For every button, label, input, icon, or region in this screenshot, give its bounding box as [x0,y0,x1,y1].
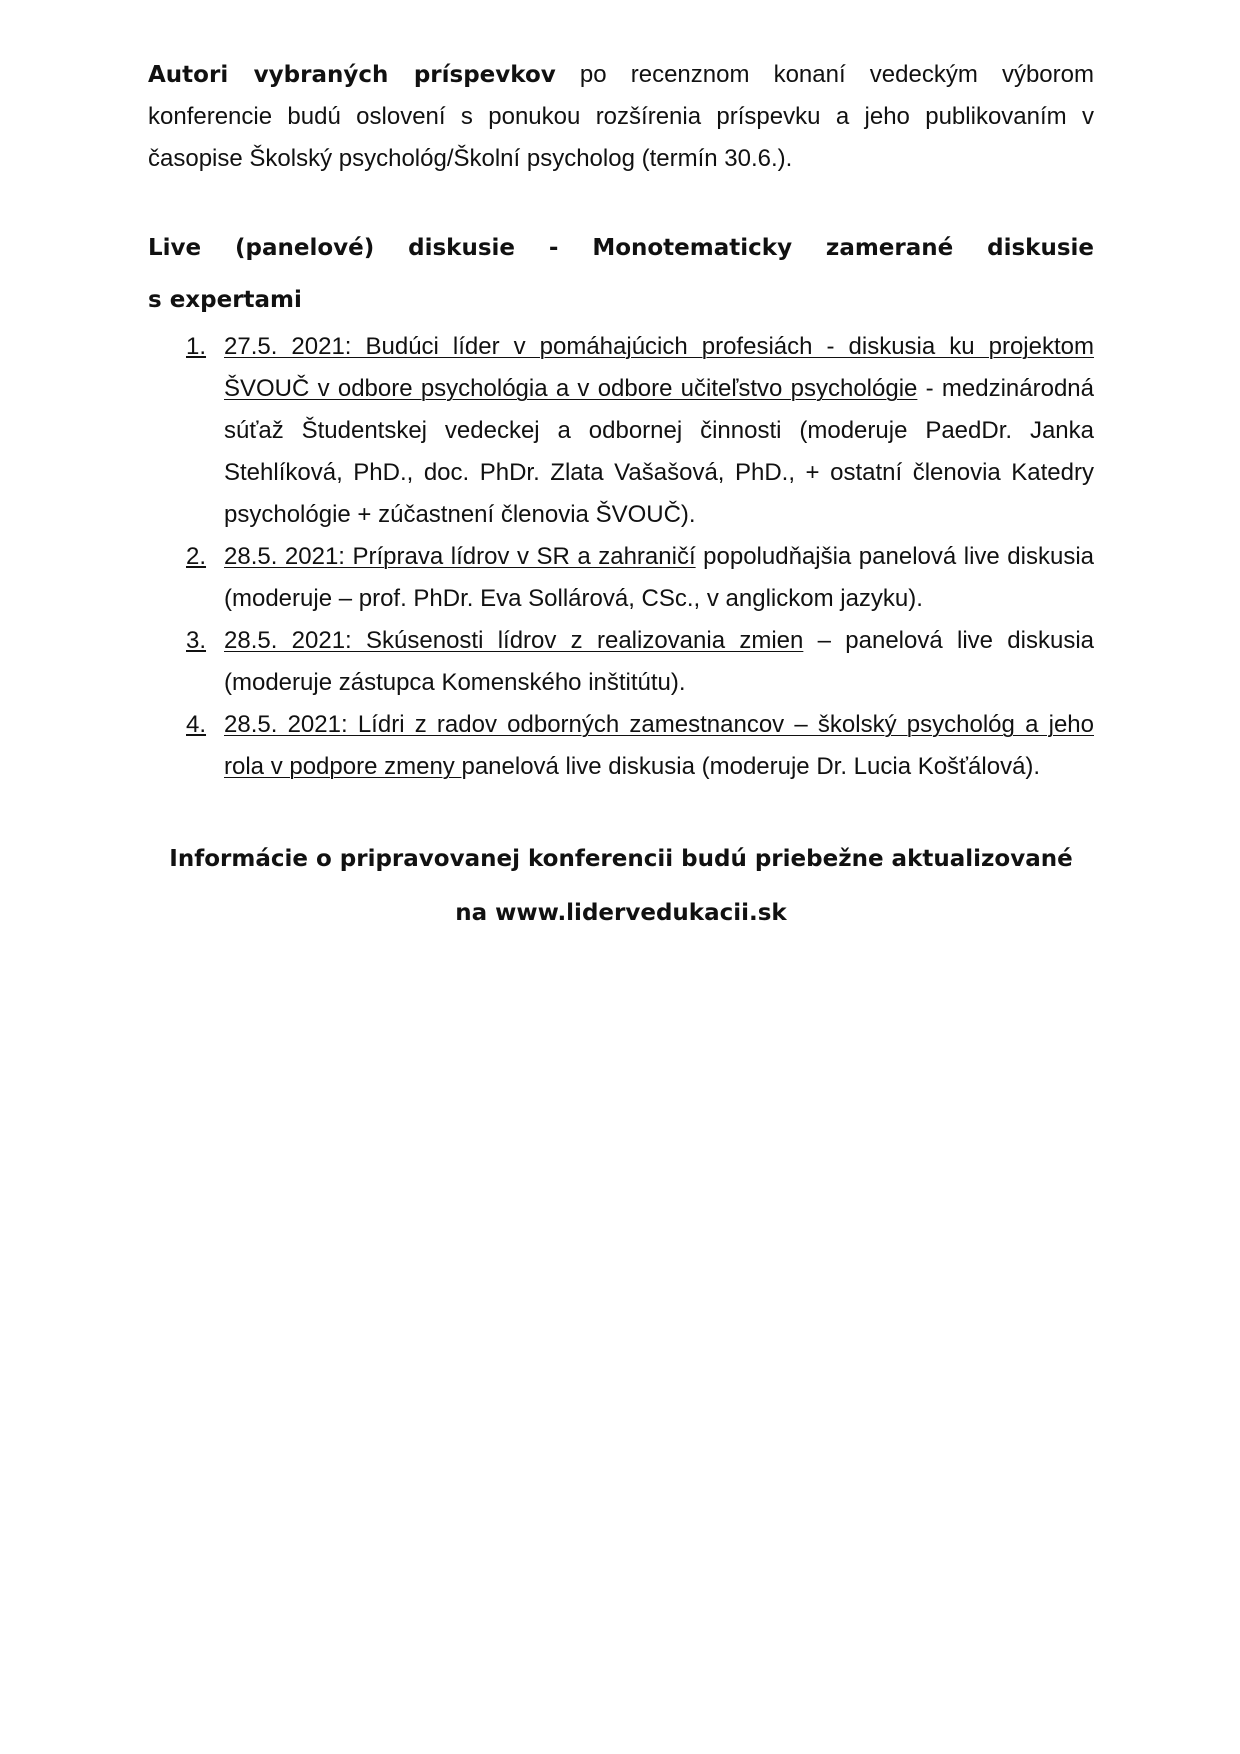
footer-notice [148,832,1094,940]
session-title: 28.5. 2021: Skúsenosti lídrov z realizovania zmien [224,627,804,654]
list-item-number: 2. [186,543,207,570]
section-heading-line1: Live (panelové) diskusie - Monotematicky zamerané diskusie [148,235,1094,261]
list-item [186,704,1094,788]
session-description: – panelová live diskusia (moderuje zástupca Komenského inštitútu). [224,627,1095,696]
footer-line1: Informácie o pripravovanej konferencii budú priebežne aktualizované [169,846,1073,872]
session-description: popoludňajšia panelová live diskusia (moderuje – prof. PhDr. Eva Sollárová, CSc., v anglickom jazyku). [224,543,1095,612]
document-page [148,54,1094,940]
footer-website-line: na www.lidervedukacii.sk [455,900,787,926]
intro-bold-lead: Autori vybraných príspevkov [148,62,556,88]
list-item-number: 4. [186,711,207,738]
session-title: 28.5. 2021: Lídri z radov odborných zamestnancov – školský psychológ a jeho rola v podpore zmeny [224,711,1094,780]
session-description: panelová live diskusia (moderuje Dr. Lucia Košťálová). [461,753,1041,780]
session-description: - medzinárodná súťaž Študentskej vedeckej a odbornej činnosti (moderuje PaedDr. Janka Stehlíková, PhD., doc. PhDr. Zlata Vašašová, PhD., + ostatní členovia Katedry psychológie + zúčastnení členovia ŠVOUČ). [224,375,1094,528]
section-heading-line2: s expertami [148,287,302,313]
list-item [186,326,1094,536]
intro-text: po recenznom konaní vedeckým výborom konferencie budú oslovení s ponukou rozšírenia príspevku a jeho publikovaním v časopise Školský psychológ/Školní psycholog (termín 30.6.). [148,61,1094,172]
session-title: 27.5. 2021: Budúci líder v pomáhajúcich profesiách - diskusia ku projektom ŠVOUČ v odbore psychológia a v odbore učiteľstvo psychológie [224,333,1094,402]
intro-paragraph [148,54,1094,180]
list-item [186,620,1095,704]
section-heading [148,222,1094,326]
list-item-number: 1. [186,333,207,360]
list-item [186,536,1095,620]
session-list [148,326,1094,788]
list-item-number: 3. [186,627,207,654]
session-title: 28.5. 2021: Príprava lídrov v SR a zahraničí [224,543,696,570]
